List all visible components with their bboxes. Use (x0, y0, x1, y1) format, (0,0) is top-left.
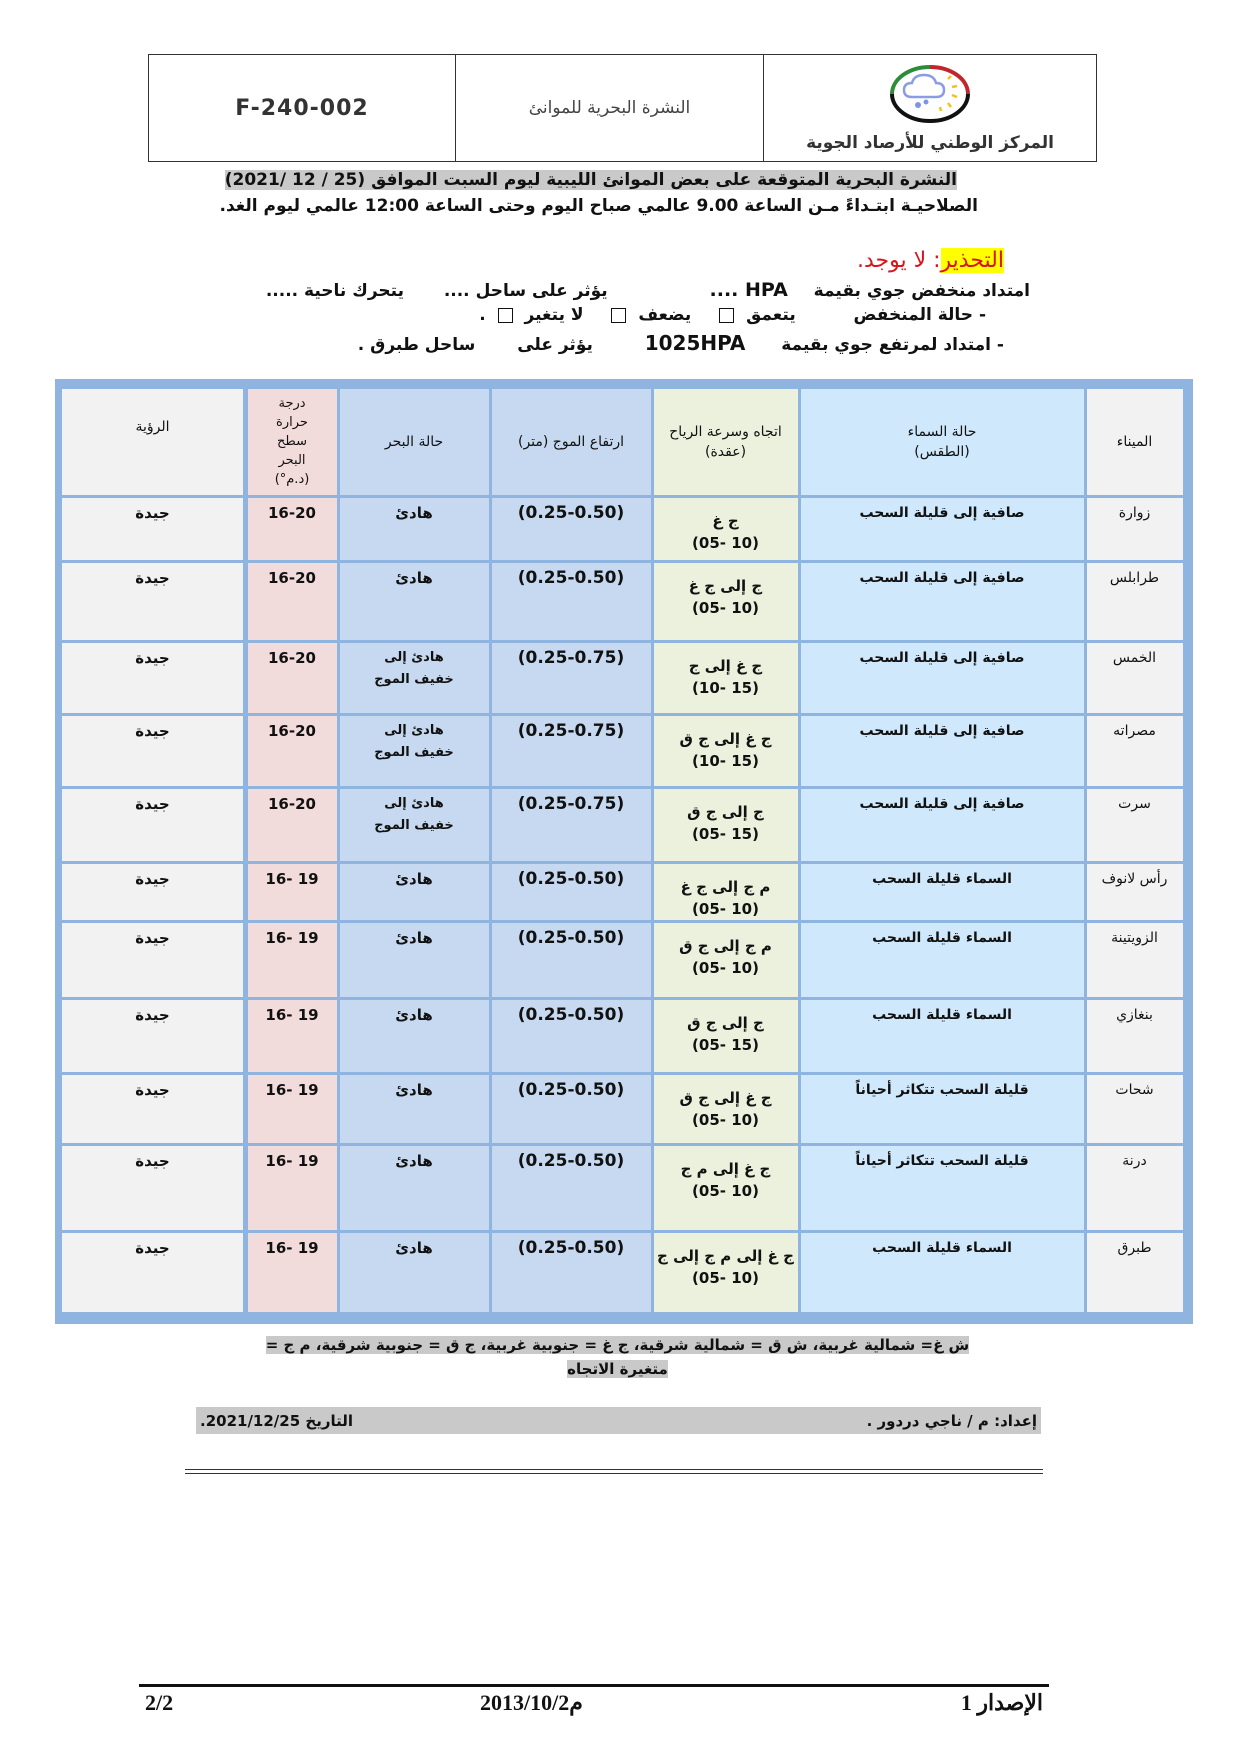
visibility-value: جيدة (135, 928, 170, 947)
table-cell-wind (654, 643, 798, 713)
table-cell-sky (801, 864, 1084, 920)
header-temp-line: (د.م°) (274, 472, 310, 487)
sky-value: صافية إلى قليلة السحب (859, 722, 1025, 739)
wind-direction: ج غ إلى ج (688, 656, 763, 675)
footer-version: الإصدار 1 (960, 1690, 1043, 1715)
wave-value: (0.25-0.50) (517, 1079, 625, 1100)
wind-speed: (05- 10) (692, 958, 759, 977)
wind-direction: م ج إلى ج غ (680, 877, 771, 896)
table-cell-wave (492, 1146, 651, 1230)
sky-value: صافية إلى قليلة السحب (859, 569, 1025, 586)
table-cell-sea (340, 923, 489, 997)
header-sea (340, 389, 489, 495)
header-wave (492, 389, 651, 495)
table-cell-visibility (62, 864, 243, 920)
table-cell-temp (248, 1233, 337, 1312)
table-cell-sea (340, 1000, 489, 1072)
table-cell-sea (340, 789, 489, 861)
wave-value: (0.25-0.50) (517, 1150, 625, 1171)
footer-page-number: 2/2 (145, 1690, 174, 1715)
sky-value: صافية إلى قليلة السحب (859, 504, 1025, 521)
table-cell-sky (801, 1075, 1084, 1143)
header-visibility (62, 389, 243, 495)
wind-direction: ج غ إلى م ج إلى ج (657, 1246, 794, 1265)
wave-value: (0.25-0.75) (517, 793, 625, 814)
port-value: بنغازي (1116, 1006, 1153, 1023)
bulletin-title: النشرة البحرية المتوقعة على بعض الموانئ الليبية ليوم السبت الموافق (25 / 12 /2021) (224, 170, 957, 190)
header-port (1087, 389, 1183, 495)
header-sky-line: (الطقس) (914, 443, 970, 460)
table-cell-wave (492, 1233, 651, 1312)
port-value: مصراته (1113, 722, 1156, 739)
table-cell-port (1087, 864, 1183, 920)
table-cell-wave (492, 1075, 651, 1143)
organization-name: المركز الوطني للأرصاد الجوية (806, 133, 1054, 153)
port-value: درنة (1122, 1152, 1147, 1169)
temp-value: 16- 19 (265, 1080, 319, 1099)
table-cell-port (1087, 498, 1183, 560)
visibility-value: جيدة (135, 1005, 170, 1024)
table-cell-wind (654, 1000, 798, 1072)
sea-value: هادئ (395, 869, 433, 888)
table-cell-wave (492, 789, 651, 861)
wind-speed: (05- 10) (692, 899, 759, 918)
header-sea-label: حالة البحر (384, 433, 444, 450)
table-cell-visibility (62, 643, 243, 713)
wind-direction: ج إلى ج غ (688, 576, 763, 595)
table-cell-temp (248, 643, 337, 713)
header-wind-line: (عقدة) (704, 443, 747, 460)
wind-speed: (10- 15) (692, 751, 759, 770)
table-cell-temp (248, 923, 337, 997)
table-cell-visibility (62, 1000, 243, 1072)
table-cell-sea (340, 1233, 489, 1312)
sky-value: صافية إلى قليلة السحب (859, 649, 1025, 666)
table-cell-sky (801, 643, 1084, 713)
header-temp-line: سطح (277, 434, 307, 449)
wind-speed: (05- 10) (692, 1181, 759, 1200)
table-cell-wave (492, 864, 651, 920)
temp-value: 16-20 (268, 794, 316, 813)
temp-value: 16- 19 (265, 1151, 319, 1170)
table-cell-port (1087, 1000, 1183, 1072)
sea-value: هادئ (395, 1080, 433, 1099)
table-cell-visibility (62, 923, 243, 997)
visibility-value: جيدة (135, 1151, 170, 1170)
table-cell-visibility (62, 563, 243, 640)
temp-value: 16- 19 (265, 869, 319, 888)
table-cell-sea (340, 498, 489, 560)
table-cell-wind (654, 1146, 798, 1230)
table-cell-temp (248, 1146, 337, 1230)
visibility-value: جيدة (135, 1238, 170, 1257)
prepared-by-bar (196, 1407, 1041, 1434)
footer-rule (139, 1684, 1049, 1687)
port-value: زوارة (1118, 504, 1151, 521)
wind-speed: (05- 10) (692, 598, 759, 617)
table-cell-wind (654, 789, 798, 861)
sea-value: هادئ (395, 928, 433, 947)
table-cell-sea (340, 563, 489, 640)
marine-forecast-table (55, 379, 1193, 1324)
sky-value: السماء قليلة السحب (872, 1239, 1012, 1256)
table-cell-visibility (62, 498, 243, 560)
wave-value: (0.25-0.50) (517, 1004, 625, 1025)
visibility-value: جيدة (135, 1080, 170, 1099)
wave-value: (0.25-0.50) (517, 927, 625, 948)
header-visibility-label: الرؤية (135, 418, 170, 435)
wave-value: (0.25-0.50) (517, 868, 625, 889)
table-cell-visibility (62, 716, 243, 786)
table-cell-wind (654, 716, 798, 786)
temp-value: 16- 19 (265, 928, 319, 947)
divider-top (185, 1469, 1043, 1470)
wind-direction: ج غ إلى م ج (680, 1159, 771, 1178)
table-cell-wave (492, 716, 651, 786)
table-cell-visibility (62, 789, 243, 861)
header-sky (801, 389, 1084, 495)
sea-state: هادئ إلى خفيف الموج (374, 795, 454, 833)
table-cell-temp (248, 716, 337, 786)
wind-speed: (05- 10) (692, 1110, 759, 1129)
table-cell-sky (801, 716, 1084, 786)
table-cell-sky (801, 498, 1084, 560)
cloud-sun-rain-logo-icon (882, 63, 978, 129)
wind-speed: (05- 15) (692, 824, 759, 843)
table-cell-port (1087, 643, 1183, 713)
sea-value: هادئ (395, 503, 433, 522)
table-cell-temp (248, 498, 337, 560)
table-cell-sea (340, 643, 489, 713)
sea-value: هادئ (395, 1151, 433, 1170)
wind-speed: (05- 10) (692, 533, 759, 552)
table-cell-sky (801, 563, 1084, 640)
table-cell-visibility (62, 1146, 243, 1230)
wind-direction: ج إلى ج ق (687, 802, 764, 821)
direction-legend: ش غ= شمالية غربية، ش ق = شمالية شرقية، ج غ = جنوبية غربية، ج ق = جنوبية شرقية، م ج = متغيرة الاتجاه (265, 1336, 970, 1378)
table-cell-wind (654, 1075, 798, 1143)
visibility-value: جيدة (135, 794, 170, 813)
header-wave-label: ارتفاع الموج (متر) (517, 433, 625, 450)
header-sky-line: حالة السماء (907, 423, 977, 440)
table-cell-wave (492, 923, 651, 997)
table-cell-wind (654, 563, 798, 640)
temp-value: 16-20 (268, 721, 316, 740)
table-cell-wind (654, 1233, 798, 1312)
header-temp-line: البحر (278, 453, 306, 468)
table-cell-temp (248, 1000, 337, 1072)
organization-block (764, 55, 1096, 161)
sky-value: قليلة السحب تتكاثر أحياناً (855, 1152, 1029, 1169)
warning-line (857, 248, 1004, 273)
high-pressure-line: - امتداد لمرتفع جوي بقيمة 1025HPA يؤثر على ساحل طبرق . (357, 331, 1004, 355)
header-port-label: الميناء (1116, 433, 1153, 450)
wind-direction: ج غ إلى ج ق (679, 729, 772, 748)
visibility-value: جيدة (135, 503, 170, 522)
sky-value: السماء قليلة السحب (872, 929, 1012, 946)
wind-direction: ج إلى ج ق (687, 1013, 764, 1032)
wave-value: (0.25-0.75) (517, 647, 625, 668)
table-cell-sea (340, 1075, 489, 1143)
visibility-value: جيدة (135, 648, 170, 667)
port-value: طرابلس (1109, 569, 1160, 586)
table-cell-port (1087, 563, 1183, 640)
sea-state: هادئ إلى خفيف الموج (374, 649, 454, 687)
visibility-value: جيدة (135, 869, 170, 888)
prepared-by: إعداد: م / ناجي دردور . (866, 1411, 1037, 1430)
visibility-value: جيدة (135, 568, 170, 587)
header-wind (654, 389, 798, 495)
form-code: F-240-002 (149, 55, 456, 161)
port-value: طبرق (1117, 1239, 1152, 1256)
temp-value: 16- 19 (265, 1005, 319, 1024)
wave-value: (0.25-0.50) (517, 1237, 625, 1258)
table-cell-temp (248, 864, 337, 920)
sky-value: السماء قليلة السحب (872, 870, 1012, 887)
table-cell-temp (248, 789, 337, 861)
table-cell-wind (654, 923, 798, 997)
visibility-value: جيدة (135, 721, 170, 740)
table-cell-temp (248, 563, 337, 640)
sky-value: صافية إلى قليلة السحب (859, 795, 1025, 812)
sea-state: هادئ إلى خفيف الموج (374, 722, 454, 760)
port-value: الزويتينة (1111, 929, 1158, 946)
checkbox-weakens[interactable] (611, 308, 626, 323)
port-value: شحات (1115, 1081, 1154, 1098)
port-value: سرت (1118, 795, 1151, 812)
header-temp-line: درجة (278, 396, 306, 411)
table-cell-port (1087, 1146, 1183, 1230)
table-cell-sea (340, 716, 489, 786)
table-cell-wind (654, 498, 798, 560)
table-cell-port (1087, 1075, 1183, 1143)
temp-value: 16-20 (268, 503, 316, 522)
wind-speed: (10- 15) (692, 678, 759, 697)
header-temp-line: حرارة (276, 415, 308, 430)
wind-direction: م ج إلى ج ق (679, 936, 772, 955)
divider-bottom (185, 1473, 1043, 1474)
footer-issue-date: 2013/10/2م (480, 1690, 583, 1715)
low-state-line: - حالة المنخفض يتعمق يضعف لا يتغير . (479, 305, 986, 325)
temp-value: 16- 19 (265, 1238, 319, 1257)
table-cell-temp (248, 1075, 337, 1143)
checkbox-deepens[interactable] (719, 308, 734, 323)
warning-label: التحذير (940, 248, 1004, 273)
checkbox-unchanged[interactable] (498, 308, 513, 323)
table-cell-sky (801, 1146, 1084, 1230)
port-value: الخمس (1112, 649, 1157, 666)
wave-value: (0.25-0.50) (517, 567, 625, 588)
prepared-date: التاريخ 2021/12/25. (200, 1411, 353, 1430)
table-cell-port (1087, 716, 1183, 786)
table-cell-port (1087, 1233, 1183, 1312)
header-temp (248, 389, 337, 495)
table-cell-sea (340, 864, 489, 920)
wave-value: (0.25-0.75) (517, 720, 625, 741)
wind-direction: ج غ إلى ج ق (679, 1088, 772, 1107)
sea-value: هادئ (395, 1005, 433, 1024)
header-wind-line: اتجاه وسرعة الرياح (669, 423, 782, 440)
document-title: النشرة البحرية للموانئ (456, 55, 764, 161)
sea-value: هادئ (395, 568, 433, 587)
validity-text: الصلاحيـة ابتـداءً مـن الساعة 9.00 عالمي صباح اليوم وحتى الساعة 12:00 عالمي ليوم الغد. (219, 196, 978, 216)
table-cell-sea (340, 1146, 489, 1230)
warning-value: : لا يوجد. (856, 248, 941, 273)
port-value: رأس لانوف (1101, 870, 1168, 887)
table-cell-sky (801, 789, 1084, 861)
temp-value: 16-20 (268, 648, 316, 667)
table-cell-visibility (62, 1075, 243, 1143)
document-header (148, 54, 1097, 162)
table-cell-wave (492, 563, 651, 640)
table-cell-sky (801, 923, 1084, 997)
sky-value: السماء قليلة السحب (872, 1006, 1012, 1023)
temp-value: 16-20 (268, 568, 316, 587)
table-cell-wave (492, 643, 651, 713)
table-cell-sky (801, 1233, 1084, 1312)
table-cell-wind (654, 864, 798, 920)
table-cell-wave (492, 1000, 651, 1072)
wind-direction: ج غ (712, 511, 739, 530)
table-cell-port (1087, 789, 1183, 861)
wind-speed: (05- 10) (692, 1268, 759, 1287)
sea-value: هادئ (395, 1238, 433, 1257)
wind-speed: (05- 15) (692, 1035, 759, 1054)
table-cell-visibility (62, 1233, 243, 1312)
low-pressure-line: امتداد منخفض جوي بقيمة HPA .... يؤثر على ساحل .... يتحرك ناحية ..... (265, 279, 1030, 301)
table-cell-sky (801, 1000, 1084, 1072)
wave-value: (0.25-0.50) (517, 502, 625, 523)
sky-value: قليلة السحب تتكاثر أحياناً (855, 1081, 1029, 1098)
table-cell-port (1087, 923, 1183, 997)
table-cell-wave (492, 498, 651, 560)
